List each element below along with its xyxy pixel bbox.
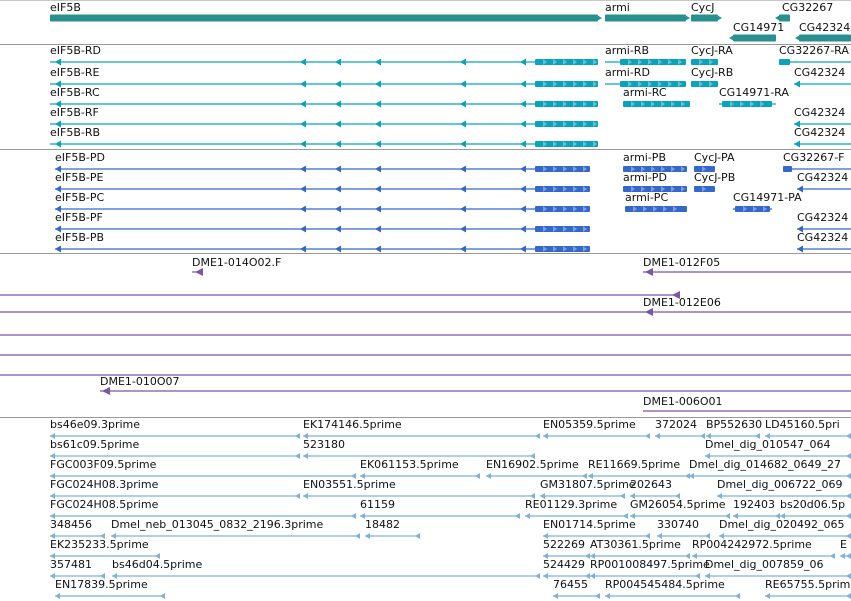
est-label[interactable]: E — [840, 538, 847, 551]
est-end-marker — [620, 493, 625, 499]
transcript-label[interactable]: armi-RB — [605, 44, 649, 57]
protein-strand-arrow — [460, 206, 466, 213]
est-end-marker — [553, 593, 558, 599]
est-label[interactable]: EN17839.5prime — [55, 578, 148, 591]
gene-strand-arrow — [596, 15, 602, 22]
transcript-strand-arrow — [300, 141, 306, 148]
protein-label[interactable]: armi-PD — [623, 171, 667, 184]
protein-label[interactable]: CG42324 — [797, 171, 849, 184]
est-label[interactable]: 372024 — [655, 418, 697, 431]
protein-strand-arrow — [520, 186, 526, 193]
transcript-label[interactable]: CG42324 — [794, 66, 846, 79]
clone-end-marker — [645, 268, 653, 276]
est-label[interactable]: FGC003F09.5prime — [50, 458, 157, 471]
transcript-label[interactable]: eIF5B-RC — [50, 86, 100, 99]
protein-strand-arrow — [460, 186, 466, 193]
transcript-strand-arrow — [520, 81, 526, 88]
gene-label[interactable]: eIF5B — [50, 1, 81, 14]
gene-label[interactable]: CG42324 — [799, 21, 851, 34]
gene-strand-arrow — [795, 35, 801, 42]
est-label[interactable]: 330740 — [657, 518, 699, 531]
protein-label[interactable]: eIF5B-PE — [55, 171, 104, 184]
est-end-marker — [595, 593, 600, 599]
protein-strand-arrow — [375, 186, 381, 193]
gene-bar — [733, 35, 776, 42]
protein-exon — [783, 166, 792, 172]
est-label[interactable]: Dmel_dig_014682_0649_27 — [689, 458, 842, 471]
est-end-marker — [415, 533, 420, 539]
transcript-strand-arrow — [794, 141, 800, 148]
transcript-strand-arrow — [335, 141, 341, 148]
protein-strand-arrow — [300, 186, 306, 193]
est-label[interactable]: 192403 — [733, 498, 775, 511]
transcript-strand-arrow — [520, 101, 526, 108]
protein-label[interactable]: armi-PC — [625, 191, 669, 204]
est-label[interactable]: 357481 — [50, 558, 92, 571]
transcript-strand-arrow — [335, 81, 341, 88]
est-label[interactable]: EK174146.5prime — [303, 418, 402, 431]
est-label[interactable]: 523180 — [303, 438, 345, 451]
est-end-marker — [846, 453, 851, 459]
est-label[interactable]: Dmel_dig_006722_069 — [717, 478, 843, 491]
protein-strand-arrow — [300, 226, 306, 233]
protein-strand-arrow — [460, 226, 466, 233]
est-label[interactable]: bs20d06.5p — [780, 498, 846, 511]
est-end-marker — [543, 573, 548, 579]
est-end-marker — [765, 593, 770, 599]
protein-strand-arrow — [335, 166, 341, 173]
transcript-label[interactable]: CG32267-RA — [779, 44, 849, 57]
protein-label[interactable]: CycJ-PA — [694, 151, 735, 164]
est-label[interactable]: EN01714.5prime — [543, 518, 636, 531]
est-label[interactable]: 76455 — [553, 578, 588, 591]
protein-strand-arrow — [520, 246, 526, 253]
est-end-marker — [840, 553, 845, 559]
est-label[interactable]: RP001008497.5prime — [590, 558, 710, 571]
protein-strand-arrow — [375, 246, 381, 253]
est-end-marker — [475, 473, 480, 479]
transcript-label[interactable]: eIF5B-RB — [50, 126, 101, 139]
protein-strand-arrow — [335, 246, 341, 253]
est-end-marker — [846, 593, 851, 599]
gene-bar — [691, 15, 718, 22]
transcript-strand-arrow — [375, 81, 381, 88]
transcript-strand-arrow — [335, 121, 341, 128]
transcript-strand-arrow — [300, 121, 306, 128]
transcript-strand-arrow — [520, 59, 526, 66]
est-label[interactable]: Dmel_neb_013045_0832_2196.3prime — [111, 518, 324, 531]
transcript-strand-arrow — [300, 81, 306, 88]
transcript-strand-arrow — [335, 101, 341, 108]
est-label[interactable]: RE01129.3prime — [525, 498, 618, 511]
transcript-label[interactable]: CycJ-RB — [691, 66, 734, 79]
transcript-label[interactable]: CG42324 — [794, 126, 846, 139]
est-end-marker — [355, 533, 360, 539]
clone-end-marker — [645, 308, 653, 316]
transcript-label[interactable]: eIF5B-RE — [50, 66, 100, 79]
est-label[interactable]: RP004545484.5prime — [605, 578, 725, 591]
est-label[interactable]: 348456 — [50, 518, 92, 531]
est-end-marker — [846, 553, 851, 559]
protein-strand-arrow — [520, 206, 526, 213]
est-label[interactable]: EN05359.5prime — [543, 418, 636, 431]
est-end-marker — [295, 453, 300, 459]
est-label[interactable]: 61159 — [360, 498, 395, 511]
transcript-strand-arrow — [520, 121, 526, 128]
protein-strand-arrow — [460, 246, 466, 253]
est-label[interactable]: 522269 — [543, 538, 585, 551]
protein-label[interactable]: eIF5B-PC — [55, 191, 105, 204]
transcript-exon — [779, 59, 790, 65]
clone-end-marker — [195, 268, 203, 276]
transcript-strand-arrow — [460, 101, 466, 108]
est-label[interactable]: 202643 — [630, 478, 672, 491]
est-end-marker — [351, 513, 356, 519]
est-end-marker — [543, 433, 548, 439]
est-label[interactable]: GM26054.5prime — [630, 498, 726, 511]
est-end-marker — [735, 593, 740, 599]
est-end-marker — [303, 493, 308, 499]
gene-bar — [605, 15, 686, 22]
est-label[interactable]: RP004242972.5prime — [692, 538, 812, 551]
protein-label[interactable]: CG14971-PA — [733, 191, 802, 204]
est-end-marker — [535, 433, 540, 439]
transcript-label[interactable]: CG14971-RA — [719, 86, 789, 99]
transcript-strand-arrow — [375, 101, 381, 108]
clone-label[interactable]: DME1-006O01 — [643, 395, 723, 408]
est-end-marker — [590, 573, 595, 579]
transcript-label[interactable]: CG42324 — [794, 106, 846, 119]
est-end-marker — [605, 593, 610, 599]
track-separator-proteins — [0, 253, 851, 254]
protein-strand-arrow — [375, 206, 381, 213]
est-label[interactable]: Dmel_dig_007859_06 — [705, 558, 824, 571]
gene-strand-arrow — [729, 35, 735, 42]
est-label[interactable]: EK235233.5prime — [50, 538, 149, 551]
est-label[interactable]: RE11669.5prime — [588, 458, 681, 471]
est-end-marker — [525, 513, 530, 519]
protein-strand-arrow — [520, 166, 526, 173]
protein-label[interactable]: CycJ-PB — [694, 171, 736, 184]
est-label[interactable]: FGC024H08.3prime — [50, 478, 159, 491]
protein-strand-arrow — [300, 166, 306, 173]
transcript-strand-arrow — [375, 121, 381, 128]
transcript-strand-arrow — [460, 81, 466, 88]
protein-label[interactable]: eIF5B-PF — [55, 211, 103, 224]
est-label[interactable]: EN03551.5prime — [303, 478, 396, 491]
gene-bar — [799, 35, 851, 42]
gene-bar — [50, 15, 598, 22]
track-separator-transcripts — [0, 149, 851, 150]
protein-strand-arrow — [300, 246, 306, 253]
protein-strand-arrow — [300, 206, 306, 213]
est-end-marker — [535, 573, 540, 579]
transcript-strand-arrow — [460, 59, 466, 66]
est-end-marker — [160, 593, 165, 599]
est-label[interactable]: GM31807.5prime — [540, 478, 636, 491]
transcript-exon — [691, 81, 718, 87]
protein-strand-arrow — [460, 166, 466, 173]
clone-end-marker — [102, 387, 110, 395]
est-label[interactable]: Dmel_dig_020492_065 — [719, 518, 845, 531]
est-end-marker — [645, 433, 650, 439]
clone-label[interactable]: DME1-010O07 — [100, 375, 180, 388]
transcript-label[interactable]: armi-RD — [605, 66, 650, 79]
transcript-strand-arrow — [375, 141, 381, 148]
est-label[interactable]: 524429 — [543, 558, 585, 571]
protein-strand-arrow — [335, 226, 341, 233]
clone-label[interactable]: DME1-014O02.F — [192, 256, 282, 269]
gene-label[interactable]: CG32267 — [782, 1, 834, 14]
est-end-marker — [303, 453, 308, 459]
est-end-marker — [846, 433, 851, 439]
est-end-marker — [295, 493, 300, 499]
est-label[interactable]: EK061153.5prime — [360, 458, 459, 471]
clone-label[interactable]: DME1-012F05 — [643, 256, 721, 269]
protein-label[interactable]: CG32267-F — [783, 151, 845, 164]
protein-label[interactable]: CG42324 — [797, 211, 849, 224]
protein-strand-arrow — [55, 246, 61, 253]
est-label[interactable]: bs46e09.3prime — [50, 418, 141, 431]
transcript-strand-arrow — [300, 101, 306, 108]
protein-strand-arrow — [797, 246, 803, 253]
est-label[interactable]: BP552630 — [706, 418, 763, 431]
est-end-marker — [846, 493, 851, 499]
est-end-marker — [365, 533, 370, 539]
track-separator-top — [0, 0, 851, 1]
clone-label[interactable]: DME1-012E06 — [643, 296, 721, 309]
gene-strand-arrow — [684, 15, 690, 22]
transcript-strand-arrow — [55, 59, 61, 66]
transcript-exon — [691, 59, 718, 65]
transcript-strand-arrow — [55, 141, 61, 148]
est-end-marker — [486, 473, 491, 479]
transcript-strand-arrow — [520, 141, 526, 148]
est-end-marker — [846, 473, 851, 479]
protein-strand-arrow — [375, 166, 381, 173]
protein-strand-arrow — [335, 206, 341, 213]
gene-label[interactable]: CycJ — [691, 1, 715, 14]
est-end-marker — [846, 513, 851, 519]
est-end-marker — [55, 593, 60, 599]
est-label[interactable]: Dmel_dig_010547_064 — [705, 438, 831, 451]
transcript-strand-arrow — [460, 121, 466, 128]
est-label[interactable]: 18482 — [365, 518, 400, 531]
transcript-strand-arrow — [460, 141, 466, 148]
protein-label[interactable]: armi-PB — [623, 151, 666, 164]
protein-strand-arrow — [335, 186, 341, 193]
gene-label[interactable]: armi — [605, 1, 630, 14]
est-label[interactable]: bs46d04.5prime — [112, 558, 203, 571]
est-end-marker — [830, 553, 835, 559]
protein-label[interactable]: eIF5B-PB — [55, 231, 105, 244]
est-label[interactable]: RE65755.5prim — [765, 578, 851, 591]
est-end-marker — [515, 513, 520, 519]
gene-label[interactable]: CG14971 — [733, 21, 785, 34]
transcript-exon — [722, 101, 772, 107]
protein-label[interactable]: eIF5B-PD — [55, 151, 105, 164]
est-label[interactable]: LD45160.5pri — [765, 418, 840, 431]
transcript-strand-arrow — [335, 59, 341, 66]
protein-strand-arrow — [520, 226, 526, 233]
est-label[interactable]: bs61c09.5prime — [50, 438, 140, 451]
transcript-strand-arrow — [794, 81, 800, 88]
est-end-marker — [655, 433, 660, 439]
protein-label[interactable]: CG42324 — [797, 231, 849, 244]
est-label[interactable]: FGC024H08.5prime — [50, 498, 159, 511]
est-label[interactable]: AT30361.5prime — [590, 538, 681, 551]
gene-strand-arrow — [716, 15, 722, 22]
est-label[interactable]: EN16902.5prime — [486, 458, 579, 471]
transcript-strand-arrow — [300, 59, 306, 66]
transcript-label[interactable]: CycJ-RA — [691, 44, 733, 57]
transcript-label[interactable]: eIF5B-RF — [50, 106, 99, 119]
protein-strand-arrow — [375, 226, 381, 233]
transcript-strand-arrow — [375, 59, 381, 66]
est-end-marker — [295, 433, 300, 439]
transcript-label[interactable]: armi-RC — [623, 86, 667, 99]
transcript-label[interactable]: eIF5B-RD — [50, 44, 101, 57]
